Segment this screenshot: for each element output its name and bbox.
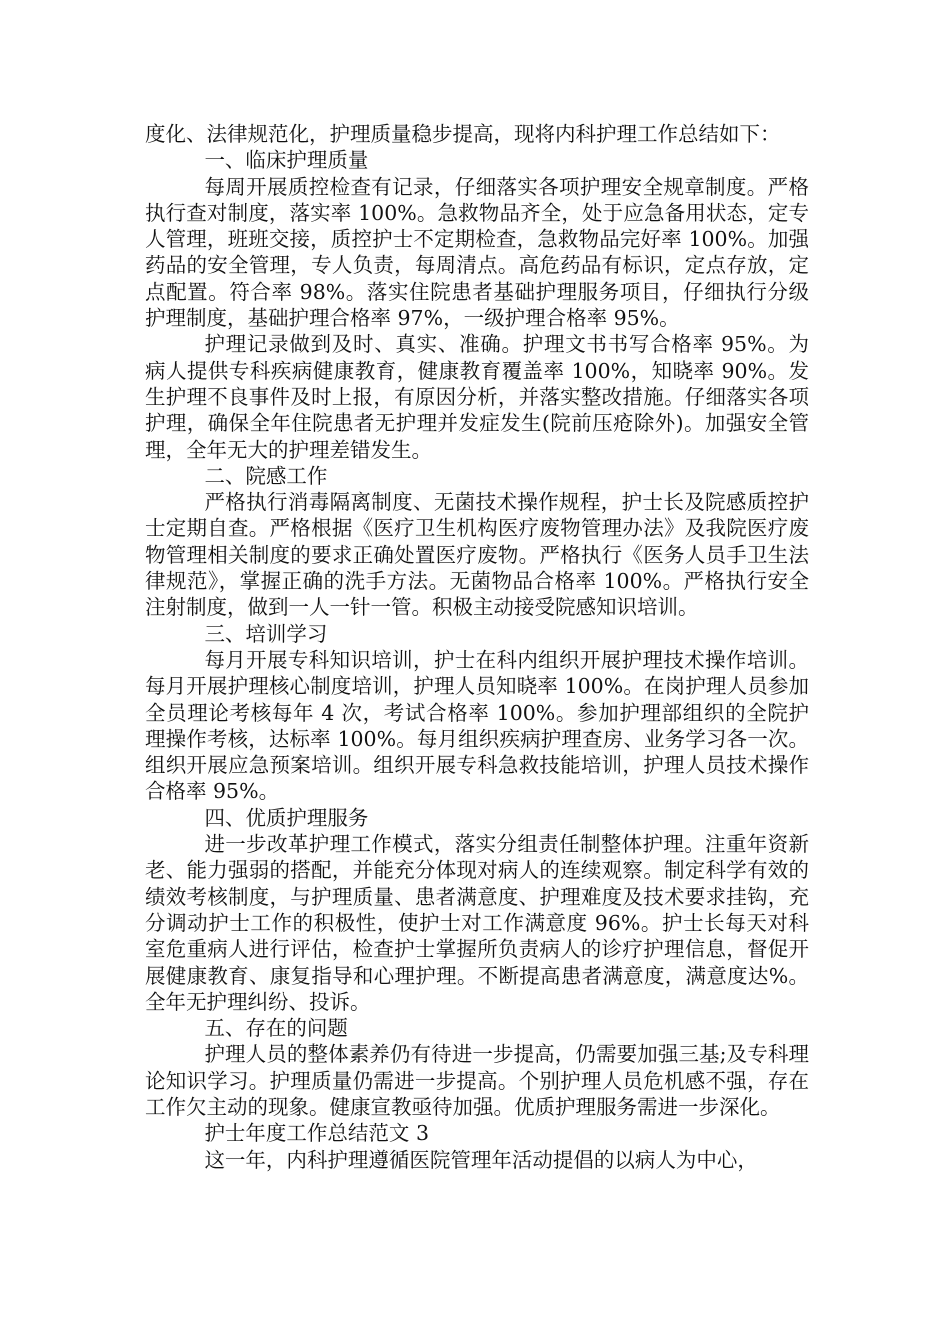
section-heading-infection-control: 二、院感工作 xyxy=(204,463,328,488)
paragraph-training: 每月开展专科知识培训，护士在科内组织开展护理技术操作培训。每月开展护理核心制度培训，护理人员知晓率 100%。在岗护理人员参加全员理论考核每年 4 次，考试合格率 100%。参加护理部组织的全院护理操作考核，达标率 100%。每月组织疾病护理查房、业务学习各一次。组织开展应急预案培训。组织开展专科急救技能培训，护理人员技术操作合格率 95%。 xyxy=(145,647,809,804)
paragraph-infection-control: 严格执行消毒隔离制度、无菌技术操作规程，护士长及院感质控护士定期自查。严格根据《医疗卫生机构医疗废物管理办法》及我院医疗废物管理相关制度的要求正确处置医疗废物。严格执行《医务人员手卫生法律规范》，掌握正确的洗手方法。无菌物品合格率 100%。严格执行安全注射制度，做到一人一针一管。积极主动接受院感知识培训。 xyxy=(145,490,809,620)
paragraph-nursing-records: 护理记录做到及时、真实、准确。护理文书书写合格率 95%。为病人提供专科疾病健康教育，健康教育覆盖率 100%，知晓率 90%。发生护理不良事件及时上报，有原因分析，并落实整改措施。仔细落实各项护理，确保全年住院患者无护理并发症发生(院前压疮除外)。加强安全管理，全年无大的护理差错发生。 xyxy=(145,332,809,462)
section-heading-existing-problems: 五、存在的问题 xyxy=(204,1016,348,1041)
paragraph-intro-continuation: 度化、法律规范化，护理质量稳步提高，现将内科护理工作总结如下： xyxy=(145,122,781,146)
paragraph-quality-control: 每周开展质控检查有记录，仔细落实各项护理安全规章制度。严格执行查对制度，落实率 100%。急救物品齐全，处于应急备用状态，定专人管理，班班交接，质控护士不定期检查，急救物品完好率 100%。加强药品的安全管理，专人负责，每周清点。高危药品有标识，定点存放，定点配置。符合率 98%。落实住院患者基础护理服务项目，仔细执行分级护理制度，基础护理合格率 97%，一级护理合格率 95%。 xyxy=(145,174,809,331)
section-heading-clinical-nursing-quality: 一、临床护理质量 xyxy=(204,148,369,173)
section-heading-sample-3: 护士年度工作总结范文 3 xyxy=(204,1121,429,1146)
paragraph-existing-problems: 护理人员的整体素养仍有待进一步提高，仍需要加强三基;及专科理论知识学习。护理质量仍需进一步提高。个别护理人员危机感不强，存在工作欠主动的现象。健康宣教亟待加强。优质护理服务需进一步深化。 xyxy=(145,1042,809,1119)
document-body xyxy=(145,121,809,1173)
section-heading-quality-service: 四、优质护理服务 xyxy=(204,805,369,830)
paragraph-quality-service: 进一步改革护理工作模式，落实分组责任制整体护理。注重年资新老、能力强弱的搭配，并能充分体现对病人的连续观察。制定科学有效的绩效考核制度，与护理质量、患者满意度、护理难度及技术要求挂钩，充分调动护士工作的积极性，使护士对工作满意度 96%。护士长每天对科室危重病人进行评估，检查护士掌握所负责病人的诊疗护理信息，督促开展健康教育、康复指导和心理护理。不断提高患者满意度，满意度达%。全年无护理纠纷、投诉。 xyxy=(145,832,809,1014)
section-heading-training: 三、培训学习 xyxy=(204,621,328,646)
paragraph-sample-3-opening: 这一年，内科护理遵循医院管理年活动提倡的以病人为中心， xyxy=(204,1147,758,1172)
